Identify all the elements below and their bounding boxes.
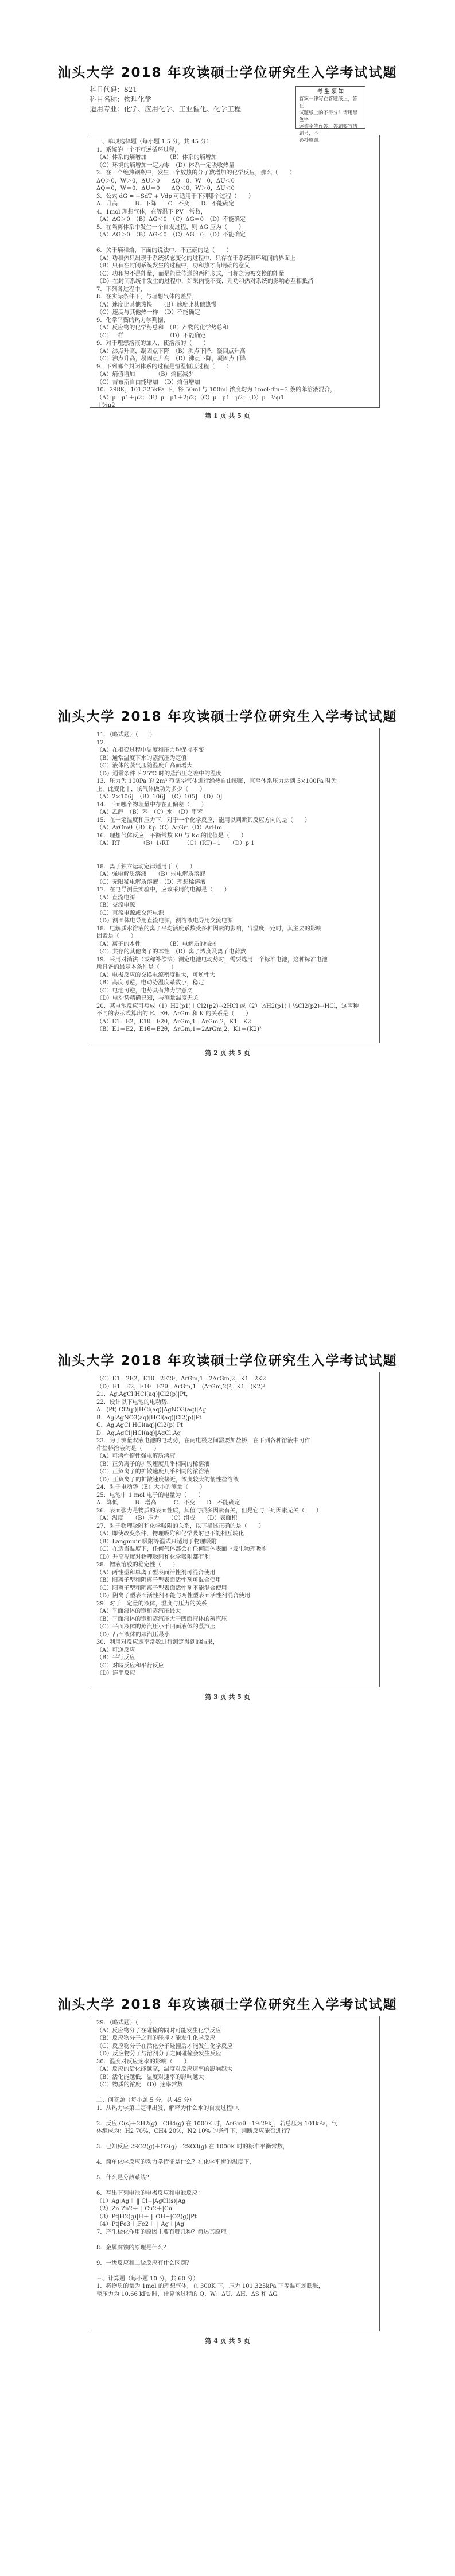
question-line: （B）Langmuir 吸附等温式只适用于物理吸附 — [96, 1538, 217, 1545]
question-line: （C）一样 （D）不能确定 — [96, 332, 206, 339]
question-line: 8．在实际条件下，与理想气体的差异， — [96, 294, 198, 300]
question-line: （A）温度 （B）压力 （C）组成 （D）表面积 — [96, 1515, 238, 1522]
question-line: （2）Zn|Zn2＋ ‖ Cu2＋|Cu — [96, 2206, 173, 2212]
exam-page-4 — [0, 1932, 455, 2576]
question-line: （B）平面液体的饱和蒸汽压大于凹面液体的蒸汽压 — [96, 1616, 227, 1623]
exam-page-3 — [0, 1288, 455, 1932]
question-line: 1．将物质的量为 1mol 的理想气体，在 300K 下，压力 101.325kPa 下等温可逆膨胀， — [96, 2283, 324, 2290]
notice-line: 必抄原题。 — [299, 138, 324, 143]
question-line: （C）对峙反应和平行反应 — [96, 1662, 164, 1669]
notice-line: 答案一律写在答题纸上，答在 — [299, 96, 358, 109]
question-line: （C）无限稀电解质溶液 （D）理想稀溶液 — [96, 879, 206, 886]
question-line: （D）正负离子的扩散速度接近，浓度较大的惰性盐溶液 — [96, 1476, 239, 1483]
question-line: （A）沸点升高，凝固点下降 （B）沸点下降，凝固点升高 — [96, 348, 246, 355]
question-line: 止，此变化中，该气体做功为多少（ ） — [96, 786, 205, 793]
exam-title: 汕头大学 2018 年攻读硕士学位研究生入学考试试题 — [57, 65, 398, 80]
question-line: （A）乙醇 （B）苯 （C）水 （D）甲苯 — [96, 809, 203, 816]
question-line: A．升高 B．下降 C．不变 D．不能确定 — [96, 201, 235, 207]
question-line: （C）功和热不是能量，而是能量传递的两种形式，可称之为被交换的能量 — [96, 270, 285, 277]
question-line — [96, 855, 375, 863]
question-line: （A）2×106J （B）106J （C）105J （D）0J — [96, 794, 223, 800]
question-line: ΔQ＞0，W＞0，ΔU＞0 ΔQ＝0，W＝0，ΔU＜0 — [96, 177, 235, 184]
question-line: 至压力为 10.66 kPa 时，计算该过程的 Q、W、ΔU、ΔH、ΔS 和 ΔG。 — [96, 2291, 283, 2298]
page-number: 第 2 页 共 5 页 — [205, 1049, 250, 1057]
candidate-notice-box — [295, 86, 365, 143]
question-line: 30．利用对反应速率常数进行测定得到的结果， — [96, 1639, 219, 1646]
applicable-majors: 适用专业：化学、应用化学、工业催化、化学工程 — [90, 105, 242, 113]
question-line: （B）E1＝E2，E1θ＝E2θ，ΔrGm,1＝2ΔrGm,2，K1＝(K2)² — [96, 1026, 262, 1033]
question-line: （3）Pt|H2(g)|H＋ ‖ OH−|O2(g)|Pt — [96, 2213, 197, 2220]
question-line: 6．关于熵和焓，下面的说法中，不正确的是（ ） — [96, 247, 232, 254]
question-line: （A）反应的活化能越高，温度对反应速率的影响越大 — [96, 2066, 233, 2073]
question-line: （A）E1＝E2，E1θ＝E2θ，ΔrGm,1＝ΔrGm,2，K1＝K2 — [96, 1018, 251, 1025]
question-line: （A）即使改变条件，物理吸附和化学吸附也不能相互转化 — [96, 1531, 244, 1537]
question-line: 18．离子独立运动定律适用于（ ） — [96, 863, 196, 870]
question-line: （A）ΔrGmθ（B）Kp（C）ΔrGm（D）ΔrHm — [96, 825, 223, 831]
question-line: （C）在适当温度下，任何气体都会在任何固体表面上发生物理吸附 — [96, 1546, 267, 1553]
question-line: （C）物质的浓度 （D）速率常数 — [96, 2082, 183, 2088]
question-line: 19．采用对消法（或称补偿法）测定电池电动势时，需要选用一个标准电池，这种标准电池 — [96, 956, 328, 963]
question-line: 因素是（ ） — [96, 933, 137, 940]
question-line: （A）功和热只出现于系统状态变化的过程中，只存在于系统和环境间的界面上 — [96, 255, 296, 262]
question-line: 6．写出下列电池的电极反应和电池反应： — [96, 2190, 204, 2197]
question-line: （C）液体的蒸气压随温度升高而增大 — [96, 763, 193, 769]
question-line: 27．对于物理吸附和化学吸附的关系，以下描述正确的是（ ） — [96, 1523, 265, 1530]
question-line — [96, 239, 375, 247]
question-line: （C）E1＝2E2，E1θ＝2E2θ，ΔrGm,1＝2ΔrGm,2，K1＝2K2 — [96, 1376, 266, 1382]
question-line: （C）沸点升高，凝固点升高 （D）沸点下降，凝固点下降 — [96, 356, 246, 362]
question-line: （A）ΔG＞0 （B）ΔG＜0 （C）ΔG＝0 （D）不能确定 — [96, 232, 246, 238]
question-line: 11．（略式题）（ ） — [96, 732, 155, 738]
question-line: 9．化学平衡的热力学判据， — [96, 317, 169, 324]
question-line: 3．公式 dG = −SdT + Vdp 可适用于下列哪个过程（ ） — [96, 193, 254, 200]
question-line: （D）升高温度对物理吸附和化学吸附都有利 — [96, 1554, 211, 1561]
question-line: （A）速度比其他热快 （B）速度比其他热慢 — [96, 301, 217, 308]
question-line: 二、问答题（每小题 5 分，共 45 分） — [96, 2097, 195, 2104]
question-line: （D）反应物分子与溶剂分子之间碰撞会发生反应 — [96, 2051, 222, 2057]
question-line: （C）吉布斯自由能增加 （D）焓值增加 — [96, 379, 200, 386]
question-text — [96, 731, 375, 1034]
question-line: （4）Pt|Fe3＋,Fe2＋ ‖ Ag＋|Ag — [96, 2221, 184, 2228]
question-line: （D）阴离子型表面活性剂不能与两性型表面活性剂混合使用 — [96, 1593, 251, 1599]
question-line: （A）电极反应的交换电流密度很大，可逆性大 — [96, 972, 216, 979]
notice-line: 迹签字笔作答，答题要写清题号，不 — [299, 124, 358, 137]
question-line: 不同的表示式算出的 E、Eθ、ΔrGm 和 K 的关系是（ ） — [96, 1011, 252, 1017]
question-line: （A）反应物的化学势总和 （B）产物的化学势总和 — [96, 325, 228, 331]
question-line: （C）速度与其他热一样 （D）不能确定 — [96, 309, 200, 316]
question-line: （C）共存的其他离子的本性 （D）离子浓度及离子电荷数 — [96, 949, 246, 955]
question-line: 9．下列哪个封闭体系的过程是恒温恒压过程（ ） — [96, 363, 232, 370]
question-line: 3．已知反应 2SO2(g)＋O2(g)＝2SO3(g) 在 1000K 时的标准平衡常数， — [96, 2144, 289, 2150]
question-line: D．Ag,AgCl|HCl(aq)|AgCl,Ag — [96, 1430, 181, 1437]
exam-title: 汕头大学 2018 年攻读硕士学位研究生入学考试试题 — [57, 709, 398, 724]
question-line: ＋⅔μ2 — [96, 402, 115, 409]
question-line: （B）通常温度下水的蒸汽压为定值 — [96, 755, 187, 762]
question-line — [96, 2167, 375, 2175]
question-line: 28．憎液溶胶的稳定性（ ） — [96, 1562, 178, 1568]
notice-title: 考 生 须 知 — [317, 89, 344, 95]
question-line: 作盐桥溶液的是（ ） — [96, 1445, 160, 1452]
question-line: 17．在电导测量实验中，应该采用的电源是（ ） — [96, 887, 230, 893]
question-line: 30．温度对反应速率的影响（ ） — [96, 2058, 190, 2065]
question-line: 15．在一定温度和压力下，对于一个化学反应，能用以判断其反应方向的是（ ） — [96, 817, 310, 824]
question-line — [96, 2136, 375, 2144]
subject-code: 科目代码：821 — [90, 86, 137, 94]
question-line: （D）在封闭系统中发生的过程中，如果内能不变，则功和热对系统的影响必互相抵消 — [96, 278, 314, 285]
question-line: 1．系统的一个不可逆循环过程， — [96, 146, 181, 153]
exam-page-2 — [0, 644, 455, 1288]
exam-title: 汕头大学 2018 年攻读硕士学位研究生入学考试试题 — [57, 1353, 398, 1368]
question-line: 9．对于理想溶液的加入，使溶液的（ ） — [96, 340, 209, 347]
question-line: （D）通常条件下 25℃ 时的蒸汽压之差中的温度 — [96, 770, 222, 777]
question-line: ΔQ＝0，W＝0，ΔU＝0 ΔQ＜0，W＞0，ΔU＜0 — [96, 185, 235, 192]
question-line: （C）平面液体的蒸汽压小于凹面液体的蒸汽压 — [96, 1624, 216, 1630]
question-line: （C）环境的熵增加一定为零 （D）体系一定吸收热量 — [96, 162, 235, 169]
question-line: （C）正负离子的扩散速度几乎相同的浓溶液 — [96, 1469, 210, 1475]
question-line — [96, 2112, 375, 2120]
question-line: （D）测固体电导用直流电源，测溶液电导用交流电源 — [96, 918, 234, 924]
question-line: （A）ΔG＞0 （B）ΔG＜0 （C）ΔG＝0 （D）不能确定 — [96, 216, 246, 223]
question-line: （A）可逆反应 — [96, 1647, 135, 1654]
question-line: （C）阳离子型和阴离子型表面活性剂不能混合使用 — [96, 1585, 227, 1592]
subject-info — [90, 85, 241, 114]
question-line: （D）电动势精确已知，与测量温度无关 — [96, 995, 199, 1002]
question-line: 29．（略式题）（ ） — [96, 2020, 155, 2026]
question-line: （A）μ＝μ1＋μ2；（B）μ＝μ1＋2μ2；（C）μ＝μ1＝μ2；（D）μ＝⅓μ1 — [96, 394, 285, 401]
question-line: （A）熵值增加 （B）熵值减少 — [96, 371, 194, 378]
question-line: （B）反应物分子之间的碰撞才能发生化学反应 — [96, 2035, 216, 2042]
question-line: 1．从热力学第二定律出发，解释为什么水的自发过程中， — [96, 2105, 244, 2112]
page-number: 第 4 页 共 5 页 — [205, 2337, 250, 2345]
question-line — [96, 2089, 375, 2097]
question-line: 4．简单化学反应的动力学特征是什么？在化学平衡的温度下， — [96, 2159, 255, 2166]
question-line: （B）阳离子型和阴离子型表面活性剂可混合使用 — [96, 1577, 221, 1584]
question-line: （A）反应物分子在碰撞的同时可能发生化学反应 — [96, 2027, 221, 2034]
question-line: （A）在相变过程中温度和压力均保持不变 — [96, 747, 204, 754]
question-line — [96, 848, 375, 856]
question-text — [96, 1375, 375, 1678]
question-line: （A）体系的熵增加 （B）体系的熵增加 — [96, 154, 217, 161]
question-line: 24．对于电动势（E）大小的测量（ ） — [96, 1484, 206, 1491]
page-number: 第 3 页 共 5 页 — [205, 1693, 250, 1701]
question-line: 16．理想气体反应，平衡常数 Kθ 与 Kc 的比值是（ ） — [96, 832, 247, 839]
question-text — [96, 2019, 375, 2298]
question-line: 18．电解质水溶液的离子平均活度系数受多种因素的影响，当温度一定时，其主要的影响 — [96, 925, 322, 932]
question-line — [96, 2267, 375, 2275]
question-line: （A）直流电源 — [96, 894, 135, 901]
question-line: 体组成为：H2 70%，CH4 20%，N2 10% 的条件下，判断反应能否进行？ — [96, 2128, 293, 2135]
subject-name: 科目名称：物理化学 — [90, 95, 152, 103]
question-line: 2．反应 C(s)＋2H2(g)＝CH4(g) 在 1000K 时，ΔrGmθ＝19.29kJ，若总压为 101kPa，气 — [96, 2120, 337, 2127]
question-line: 5．什么是分散系统？ — [96, 2175, 152, 2181]
question-line: 9．一级反应和二级反应有什么区别？ — [96, 2260, 192, 2267]
question-line: C．Ag,AgCl|HCl(aq)|Cl2(p)|Pt — [96, 1422, 183, 1429]
question-line: 一、单项选择题（每小题 1.5 分，共 45 分） — [96, 139, 212, 145]
question-line: 5．在隔离体系中发生一个自发过程，则 ΔG 应为（ ） — [96, 224, 244, 231]
question-line: （B）高度可逆，电动势温度系数小，稳定 — [96, 980, 204, 986]
question-line: 12． — [96, 739, 110, 746]
notice-line: 试题纸上的不得分！请用黑色字 — [299, 110, 358, 123]
question-line: 13．压力为 100Pa 的 2m³ 范德华气体进行绝热自由膨胀，直至体系压力达到 5×100Pa 时为 — [96, 778, 337, 785]
question-line: 29．对于一定量的液体，温度与压力的关系， — [96, 1600, 213, 1607]
question-line: 22．设计以下电池的电动势， — [96, 1399, 173, 1406]
question-line: A．(Pt)|Cl2(p)|HCl(aq)|AgNO3(aq)|Ag — [96, 1407, 207, 1413]
question-line: （B）活化能越低，温度对速率的影响越大 — [96, 2074, 204, 2081]
question-line: （A）可溶性惰性强电解质溶液 — [96, 1453, 176, 1460]
question-line: 8．金属腐蚀的原理是什么？ — [96, 2244, 169, 2251]
question-line: 21．Ag,AgCl|HCl(aq)|Cl2(p)|Pt， — [96, 1391, 192, 1398]
question-line — [96, 2252, 375, 2260]
question-line: （C）电池可逆，电势具有热力学意义 — [96, 987, 193, 994]
question-line: （1）Ag|Ag＋ ‖ Cl−|AgCl(s)|Ag — [96, 2198, 186, 2205]
question-line: （B）正负离子的扩散速度几乎相同的稀溶液 — [96, 1461, 210, 1468]
exam-page-1 — [0, 0, 455, 644]
question-line: 20．某电池反应可写成（1）H2(p1)＋Cl2(p2)→2HCl 或（2）½H2(p1)＋½Cl2(p2)→HCl，这两种 — [96, 1003, 359, 1010]
question-line — [96, 2236, 375, 2244]
question-line: （A）强电解质溶液 （B）弱电解质溶液 — [96, 871, 205, 878]
question-line: 26．表面张力是物质的表面性质，其值与很多因素有关，但是它与下列因素无关（ ） — [96, 1507, 322, 1514]
question-line: 7．产生极化作用的原因主要有哪几种？简述其原理。 — [96, 2229, 232, 2236]
question-line: 2．在一个绝热钢瓶中，发生一个放热的分子数增加的化学反应，那么（ ） — [96, 170, 295, 176]
question-line: 14．下面哪个物理量中存在正偏差（ ） — [96, 801, 207, 808]
question-line: （D）凸面液体的蒸汽压最小 — [96, 1631, 170, 1638]
question-line: （D）连串反应 — [96, 1670, 136, 1677]
question-line: （A）两性型和单离子型表面活性剂可混合使用 — [96, 1569, 216, 1576]
question-line: （D）E1＝E2，E1θ＝E2θ，ΔrGm,1＝(ΔrGm,2)²，K1＝(K2)² — [96, 1383, 266, 1390]
question-line: （C）反应物分子在活化分子碰撞后才能发生化学反应 — [96, 2043, 233, 2050]
question-line: （B）只有在封闭系统发生的过程中，功和热才有明确的意义 — [96, 263, 250, 269]
question-line: （A）离子的本性 （B）电解质的强弱 — [96, 941, 217, 948]
question-line: 25．电池中 1 mol 电子的电量为（ ） — [96, 1492, 204, 1499]
question-line: 4．1mol 理想气体，在等温下 PV＝常数， — [96, 208, 207, 215]
question-line: （C）直流电源或交流电源 — [96, 910, 164, 917]
question-line: 所具备的最基本条件是（ ） — [96, 964, 177, 971]
question-line: 7．下列各过程中， — [96, 286, 146, 293]
question-line: （B）平行反应 — [96, 1655, 135, 1661]
question-line — [96, 2151, 375, 2159]
question-line: 10．298K，101.325kPa 下，将 50ml 与 100ml 浓度均为 1mol·dm−3 萘的苯溶液混合， — [96, 387, 336, 393]
page-number: 第 1 页 共 5 页 — [205, 412, 250, 420]
question-line: B．Ag|AgNO3(aq)|HCl(aq)|Cl2(p)|Pt — [96, 1414, 202, 1421]
question-line: A．降低 B．增高 C．不变 D．不能确定 — [96, 1500, 240, 1506]
question-line: 23．为了测量双液电池的电动势，在两电极之间需要加盐桥，在下列各种溶液中可作 — [96, 1438, 310, 1444]
question-text — [96, 138, 375, 410]
question-line — [96, 2182, 375, 2190]
question-line: 三、计算题（每小题 10 分，共 60 分） — [96, 2275, 199, 2282]
question-line: （A）平面液体的饱和蒸汽压最大 — [96, 1608, 181, 1615]
question-line: （A）RT （B）1/RT （C）(RT)−1 （D）p·1 — [96, 840, 255, 847]
question-line: （B）交流电源 — [96, 902, 135, 909]
exam-title: 汕头大学 2018 年攻读硕士学位研究生入学考试试题 — [57, 1997, 398, 2012]
